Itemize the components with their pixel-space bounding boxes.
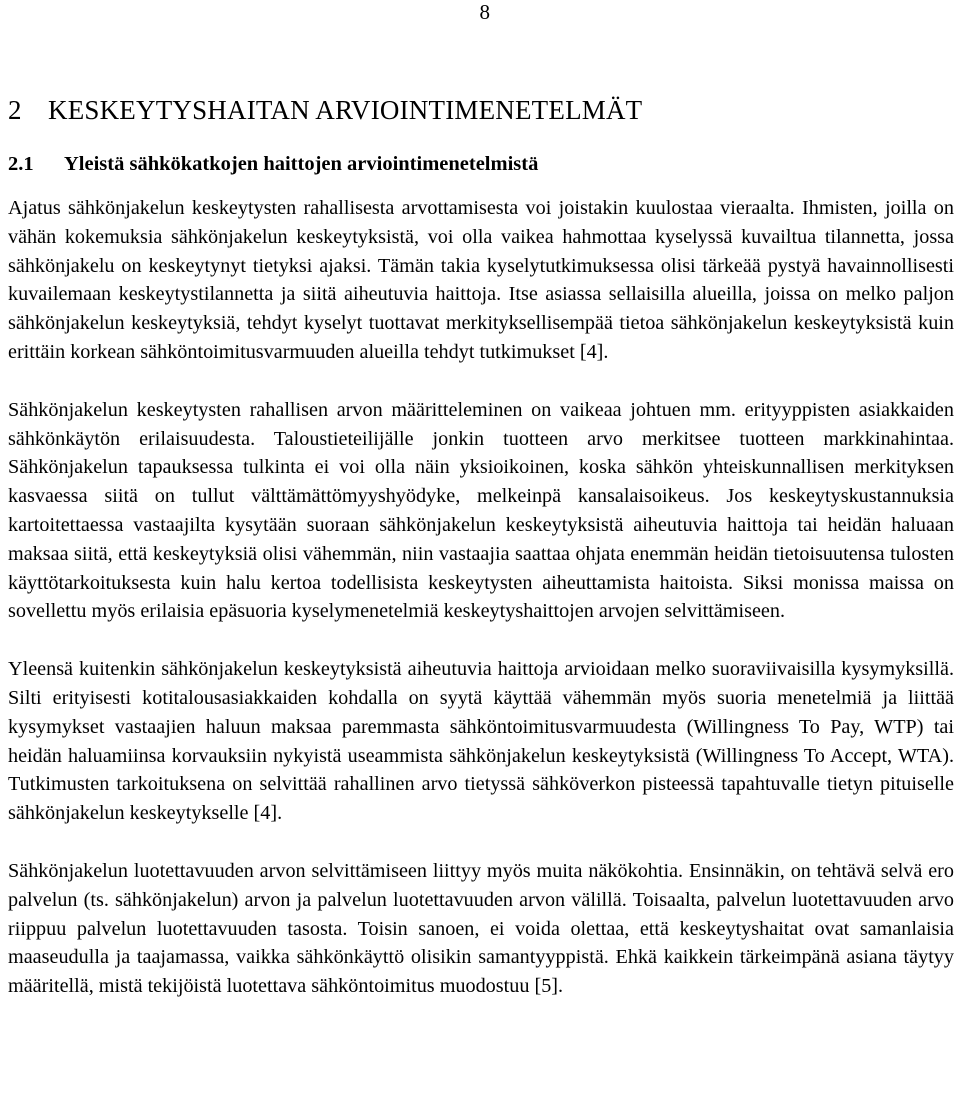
section-heading — [8, 151, 538, 177]
chapter-heading — [8, 94, 642, 126]
page-number: 8 — [479, 0, 490, 24]
chapter-title: KESKEYTYSHAITAN ARVIOINTIMENETELMÄT — [48, 95, 643, 125]
paragraph: Ajatus sähkönjakelun keskeytysten rahallisesta arvottamisesta voi joistakin kuulostaa vieraalta. Ihmisten, joilla on vähän kokemuksia sähkönjakelun keskeytyksistä, voi olla vaikea hahmottaa kyselyssä kuvailtua tilannetta, jossa sähkönjakelu on keskeytynyt tietyksi ajaksi. Tämän takia kyselytutkimuksessa olisi tärkeää pystyä havainnollisesti kuvailemaan keskeytystilannetta ja siitä aiheutuvia haittoja. Itse asiassa sellaisilla alueilla, joissa on melko paljon sähkönjakelun keskeytyksiä, tehdyt kyselyt tuottavat merkityksellisempää tietoa sähkönjakelun keskeytyksistä kuin erittäin korkean sähköntoimitusvarmuuden alueilla tehdyt tutkimukset [4]. — [8, 197, 954, 363]
body-text — [8, 194, 954, 1030]
paragraph: Sähkönjakelun keskeytysten rahallisen arvon määritteleminen on vaikeaa johtuen mm. erityyppisten asiakkaiden sähkönkäytön erilaisuudesta. Taloustieteilijälle jonkin tuotteen arvo merkitsee tuotteen markkinahintaa. Sähkönjakelun tapauksessa tulkinta ei voi olla näin yksioikoinen, koska sähkön yhteiskunnallisen merkityksen kasvaessa siitä on tullut välttämättömyyshyödyke, melkeinpä kansalaisoikeus. Jos keskeytyskustannuksia kartoitettaessa vastaajilta kysytään suoraan sähkönjakelun keskeytyksistä aiheutuvia haittoja tai heidän haluaan maksaa siitä, että keskeytyksiä olisi vähemmän, niin vastaajia saattaa ohjata enemmän heidän tietoisuutensa tulosten käyttötarkoituksesta kuin halu kertoa todellisista keskeytysten aiheuttamista haitoista. Siksi monissa maissa on sovellettu myös erilaisia epäsuoria kyselymenetelmiä keskeytyshaittojen arvojen selvittämiseen. — [8, 398, 954, 623]
section-number: 2.1 — [8, 153, 34, 175]
paragraph: Yleensä kuitenkin sähkönjakelun keskeytyksistä aiheutuvia haittoja arvioidaan melko suoraviivaisilla kysymyksillä. Silti erityisesti kotitalousasiakkaiden kohdalla on syytä käyttää vähemmän myös suoria menetelmiä ja liittää kysymykset vastaajien haluun maksaa paremmasta sähköntoimitusvarmuudesta (Willingness To Pay, WTP) tai heidän haluamiinsa korvauksiin nykyistä useammista sähkönjakelun keskeytyksistä (Willingness To Accept, WTA). Tutkimusten tarkoituksena on selvittää rahallinen arvo tietyssä sähköverkon pisteessä tapahtuvalle tietyn pituiselle sähkönjakelun keskeytykselle [4]. — [8, 658, 954, 825]
paragraph: Sähkönjakelun luotettavuuden arvon selvittämiseen liittyy myös muita näkökohtia. Ensinnäkin, on tehtävä selvä ero palvelun (ts. sähkönjakelun) arvon ja palvelun luotettavuuden arvon välillä. Toisaalta, palvelun luotettavuuden arvo riippuu palvelun luotettavuuden tasosta. Toisin sanoen, ei voida olettaa, että keskeytyshaitat ovat samanlaisia maaseudulla ja taajamassa, vaikka sähkönkäyttö olisikin samantyyppistä. Ehkä kaikkein tärkeimpänä asiana täytyy määritellä, mistä tekijöistä luotettava sähköntoimitus muodostuu [5]. — [8, 859, 954, 998]
chapter-number: 2 — [8, 95, 22, 125]
section-title: Yleistä sähkökatkojen haittojen arviointimenetelmistä — [64, 153, 539, 175]
